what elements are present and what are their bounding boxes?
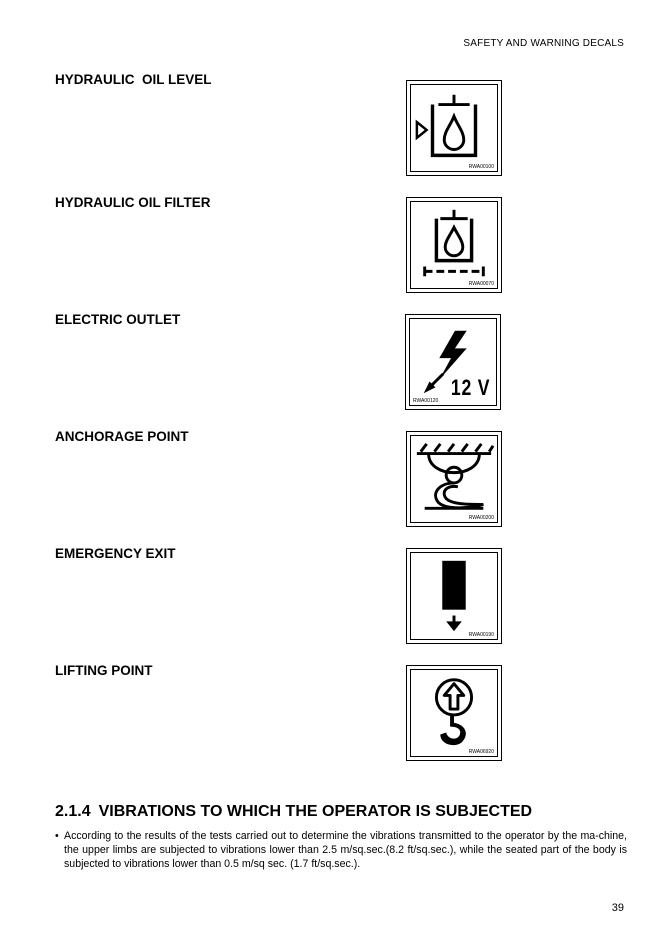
section-number: 2.1.4 <box>55 803 91 820</box>
hydraulic-oil-filter-icon <box>411 202 497 288</box>
voltage-label: 12 V <box>450 375 490 400</box>
decal-label-hydraulic-oil-level: HYDRAULIC OIL LEVEL <box>55 72 212 87</box>
decal-label-anchorage-point: ANCHORAGE POINT <box>55 429 189 444</box>
page-header-title: SAFETY AND WARNING DECALS <box>463 38 624 49</box>
decal-code: RWA00100 <box>468 164 494 170</box>
lifting-point-icon <box>411 670 497 756</box>
bullet-paragraph <box>55 829 627 872</box>
emergency-exit-icon <box>411 553 497 639</box>
decal-code: RWA00190 <box>468 632 494 638</box>
paragraph-text: According to the results of the tests carried out to determine the vibrations transmitted to the operator by the ma-chine, the upper limbs are subjected to vibrations lower than 2.5 m/sq.sec.(8.2 ft/sq.sec.), while the seated part of the body is subjected to vibrations lower than 0.5 m/sq sec. (1.7 ft/sq.sec.). <box>64 830 627 871</box>
decal-lifting-point <box>406 665 502 761</box>
decal-hydraulic-oil-level <box>406 80 502 176</box>
decal-label-lifting-point: LIFTING POINT <box>55 663 153 678</box>
decal-electric-outlet <box>405 314 501 410</box>
decal-label-electric-outlet: ELECTRIC OUTLET <box>55 312 181 327</box>
hydraulic-oil-level-icon <box>411 85 497 171</box>
decal-anchorage-point <box>406 431 502 527</box>
decal-label-hydraulic-oil-filter: HYDRAULIC OIL FILTER <box>55 195 211 210</box>
decal-hydraulic-oil-filter <box>406 197 502 293</box>
decal-code: RWA00070 <box>468 281 494 287</box>
decal-code: RWA00120 <box>413 398 439 404</box>
section-title-text: VIBRATIONS TO WHICH THE OPERATOR IS SUBJECTED <box>98 803 533 820</box>
decal-code: RWA06920 <box>468 749 494 755</box>
decal-emergency-exit <box>406 548 502 644</box>
section-title <box>55 803 532 821</box>
bullet-icon: • <box>55 830 59 842</box>
decal-code: RWA00200 <box>468 515 494 521</box>
decal-label-emergency-exit: EMERGENCY EXIT <box>55 546 176 561</box>
page-number: 39 <box>611 902 624 914</box>
anchorage-point-icon <box>411 436 497 522</box>
